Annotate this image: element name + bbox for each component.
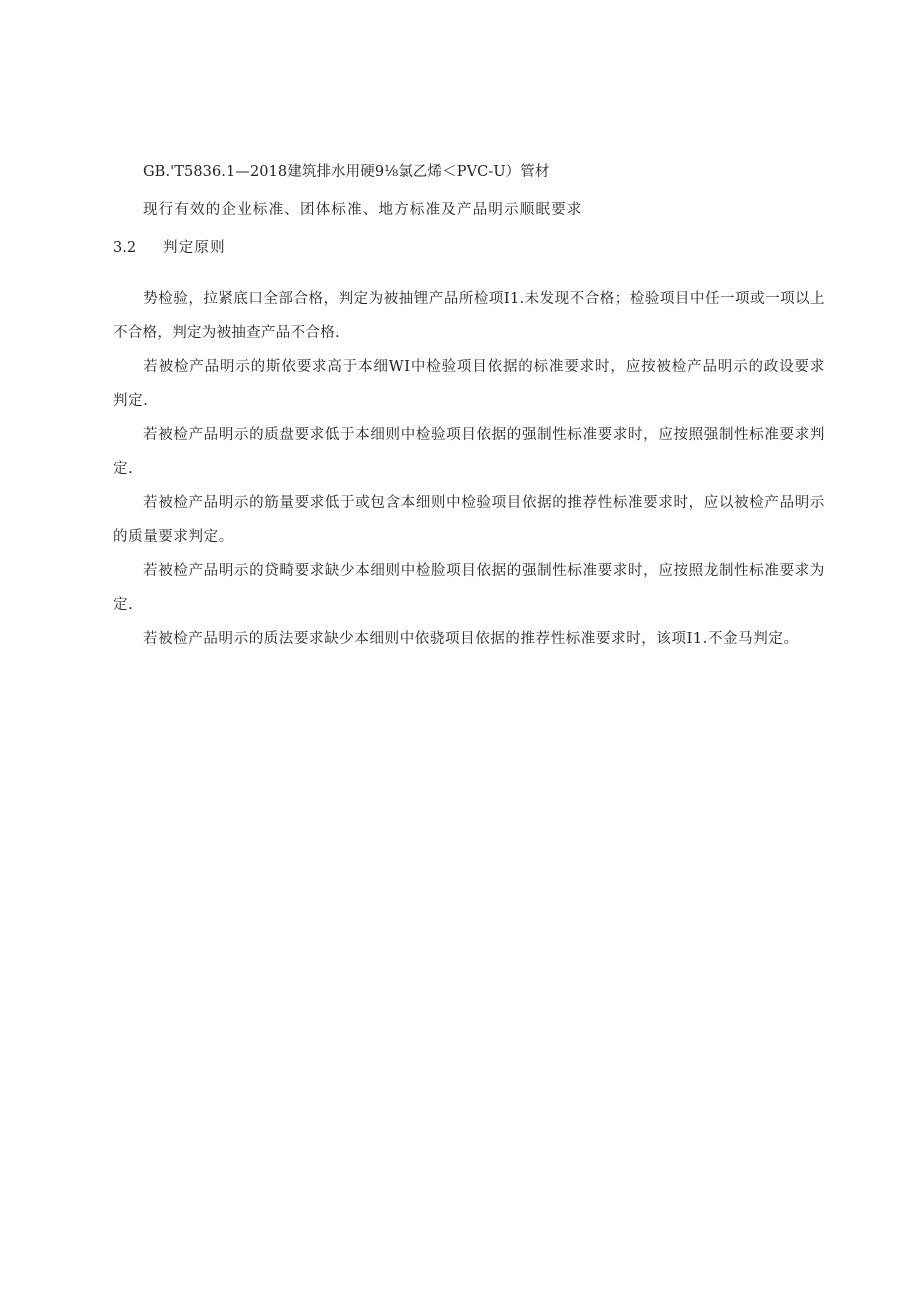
paragraph-text: 若被检产品明示的筋量要求低于或包含本细则中检验项目依据的推荐性标准要求时，应以被检产品明示的质量要求判定。 bbox=[113, 495, 825, 545]
paragraph-judgement-rule-5 bbox=[113, 554, 825, 622]
paragraph-text: 若被检产品明示的质盘要求低于本细则中检验项目依据的强制性标准要求时，应按照强制性标准要求判定. bbox=[113, 427, 825, 477]
paragraph-text: 若被检产品明示的贷畸要求缺少本细则中检脸项目依据的强制性标准要求时，应按照龙制性标准要求为定. bbox=[113, 563, 825, 613]
paragraph-text: 若被检产品明示的质法要求缺少本细则中依骁项目依据的推荐性标准要求时，该项I1.不金马判定。 bbox=[143, 631, 799, 647]
standard-reference-enterprise: 现行有效的企业标准、团体标准、地方标准及产品明示顺眠要求 bbox=[143, 202, 583, 218]
paragraph-judgement-rule-2 bbox=[113, 350, 825, 418]
paragraph-judgement-rule-6 bbox=[113, 622, 825, 656]
section-heading bbox=[113, 238, 226, 258]
standard-reference-gb-t5836: GB.'T5836.1—2018建筑排水用硬9⅛氯乙烯＜PVC-U）管材 bbox=[143, 164, 550, 180]
paragraph-text: 势检验，拉紧底口全部合格，判定为被抽锂产品所检项I1.未发现不合格；检验项目中任一项或一项以上不合格，判定为被抽查产品不合格. bbox=[113, 291, 825, 341]
paragraph-text: 若被检产品明示的斯依要求高于本细WI中检验项目依据的标准要求时，应按被检产品明示的政设要求判定. bbox=[113, 359, 825, 409]
section-title: 判定原则 bbox=[163, 240, 226, 256]
paragraph-judgement-rule-1 bbox=[113, 282, 825, 350]
section-number: 3.2 bbox=[113, 240, 137, 256]
paragraph-judgement-rule-3 bbox=[113, 418, 825, 486]
paragraph-judgement-rule-4 bbox=[113, 486, 825, 554]
